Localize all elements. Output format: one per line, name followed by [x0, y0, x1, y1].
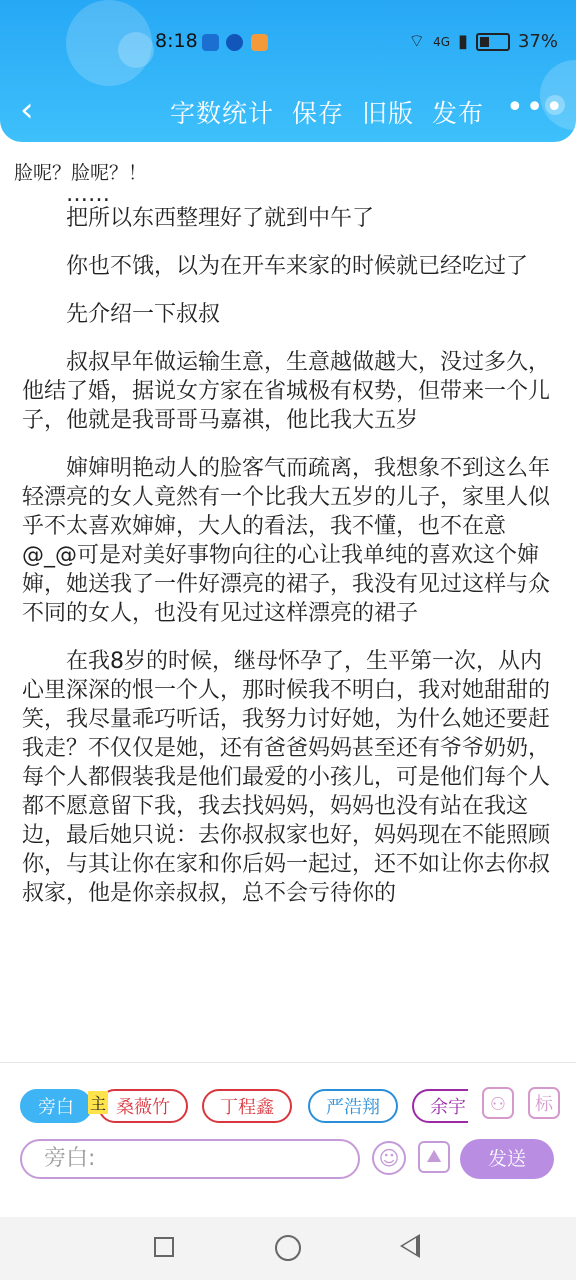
home-icon[interactable] [275, 1235, 301, 1261]
article-body[interactable] [22, 190, 556, 1050]
notification-icon [202, 34, 219, 51]
image-icon[interactable]: ⛰ [418, 1141, 450, 1173]
role-chip[interactable]: 桑薇竹 [98, 1089, 188, 1123]
send-button[interactable]: 发送 [460, 1139, 554, 1179]
notification-icon [226, 34, 243, 51]
system-navigation-bar [0, 1217, 576, 1280]
publish-button[interactable]: 发布 [432, 99, 485, 128]
back-icon[interactable] [400, 1234, 420, 1258]
tag-icon[interactable]: 标 [528, 1087, 560, 1119]
cut-off-line: …… [66, 190, 110, 204]
main-role-badge: 主 [88, 1091, 108, 1114]
paragraph: 在我8岁的时候，继母怀孕了，生平第一次，从内心里深深的恨一个人，那时候我不明白，我对她甜甜的笑，我尽量乖巧听话，我努力讨好她，为什么她还要赶我走？不仅仅是她，还有爸爸妈妈甚至还有爷爷奶奶，每个人都假装我是他们最爱的小孩儿，可是他们每个人都不愿意留下我，我去找妈妈，妈妈也没有站在我这边，最后她只说：去你叔叔家也好，妈妈现在不能照顾你，与其让你在家和你后妈一起过，还不如让你去你叔叔家，他是你亲叔叔，总不会亏待你的 [22, 649, 551, 906]
more-icon[interactable]: ••• [506, 90, 566, 125]
paragraph: 先介绍一下叔叔 [66, 302, 221, 327]
role-chip-narrator[interactable]: 旁白 [20, 1089, 92, 1123]
compose-panel [0, 1062, 576, 1218]
paragraph: 把所以东西整理好了就到中午了 [66, 206, 375, 231]
person-icon[interactable]: ⚇ [482, 1087, 514, 1119]
old-version-button[interactable]: 旧版 [362, 99, 415, 128]
toolbar-actions [170, 94, 484, 130]
status-bar [0, 26, 576, 60]
status-right [408, 30, 558, 53]
role-chip[interactable]: 丁程鑫 [202, 1089, 292, 1123]
status-time: 8:18 [155, 30, 198, 52]
paragraph: 叔叔早年做运输生意，生意越做越大，没过多久，他结了婚，据说女方家在省城极有权势，但带来一个儿子，他就是我哥哥马嘉祺，他比我大五岁 [22, 350, 551, 433]
battery-level: 37% [517, 31, 558, 52]
signal-icon: ▮ [458, 31, 468, 52]
paragraph: 婶婶明艳动人的脸客气而疏离，我想象不到这么年轻漂亮的女人竟然有一个比我大五岁的儿子，家里人似乎不太喜欢婶婶，大人的看法，我不懂，也不在意@_@可是对美好事物向往的心让我单纯的喜欢这个婶婶，她送我了一件好漂亮的裙子，我没有见过这样与众不同的女人，也没有见过这样漂亮的裙子 [22, 456, 551, 626]
document-title[interactable]: 脸呢？脸呢？！ [14, 162, 148, 184]
message-icon [251, 34, 268, 51]
role-chip[interactable]: 余宇 [412, 1089, 468, 1123]
paragraph: 你也不饿，以为在开车来家的时候就已经吃过了 [66, 254, 529, 279]
battery-icon [476, 33, 510, 51]
signal-label: 4G [433, 34, 451, 49]
save-button[interactable]: 保存 [292, 99, 345, 128]
toolbar [0, 88, 576, 132]
chevron-left-icon[interactable]: ‹ [20, 90, 34, 130]
app-header [0, 0, 576, 142]
message-input[interactable]: 旁白: [20, 1139, 360, 1179]
emoji-icon[interactable]: ☺ [372, 1141, 406, 1175]
word-count-button[interactable]: 字数统计 [170, 99, 275, 128]
wifi-icon: ⌔ [408, 31, 426, 52]
recent-apps-icon[interactable] [154, 1237, 174, 1257]
role-chip[interactable]: 严浩翔 [308, 1089, 398, 1123]
